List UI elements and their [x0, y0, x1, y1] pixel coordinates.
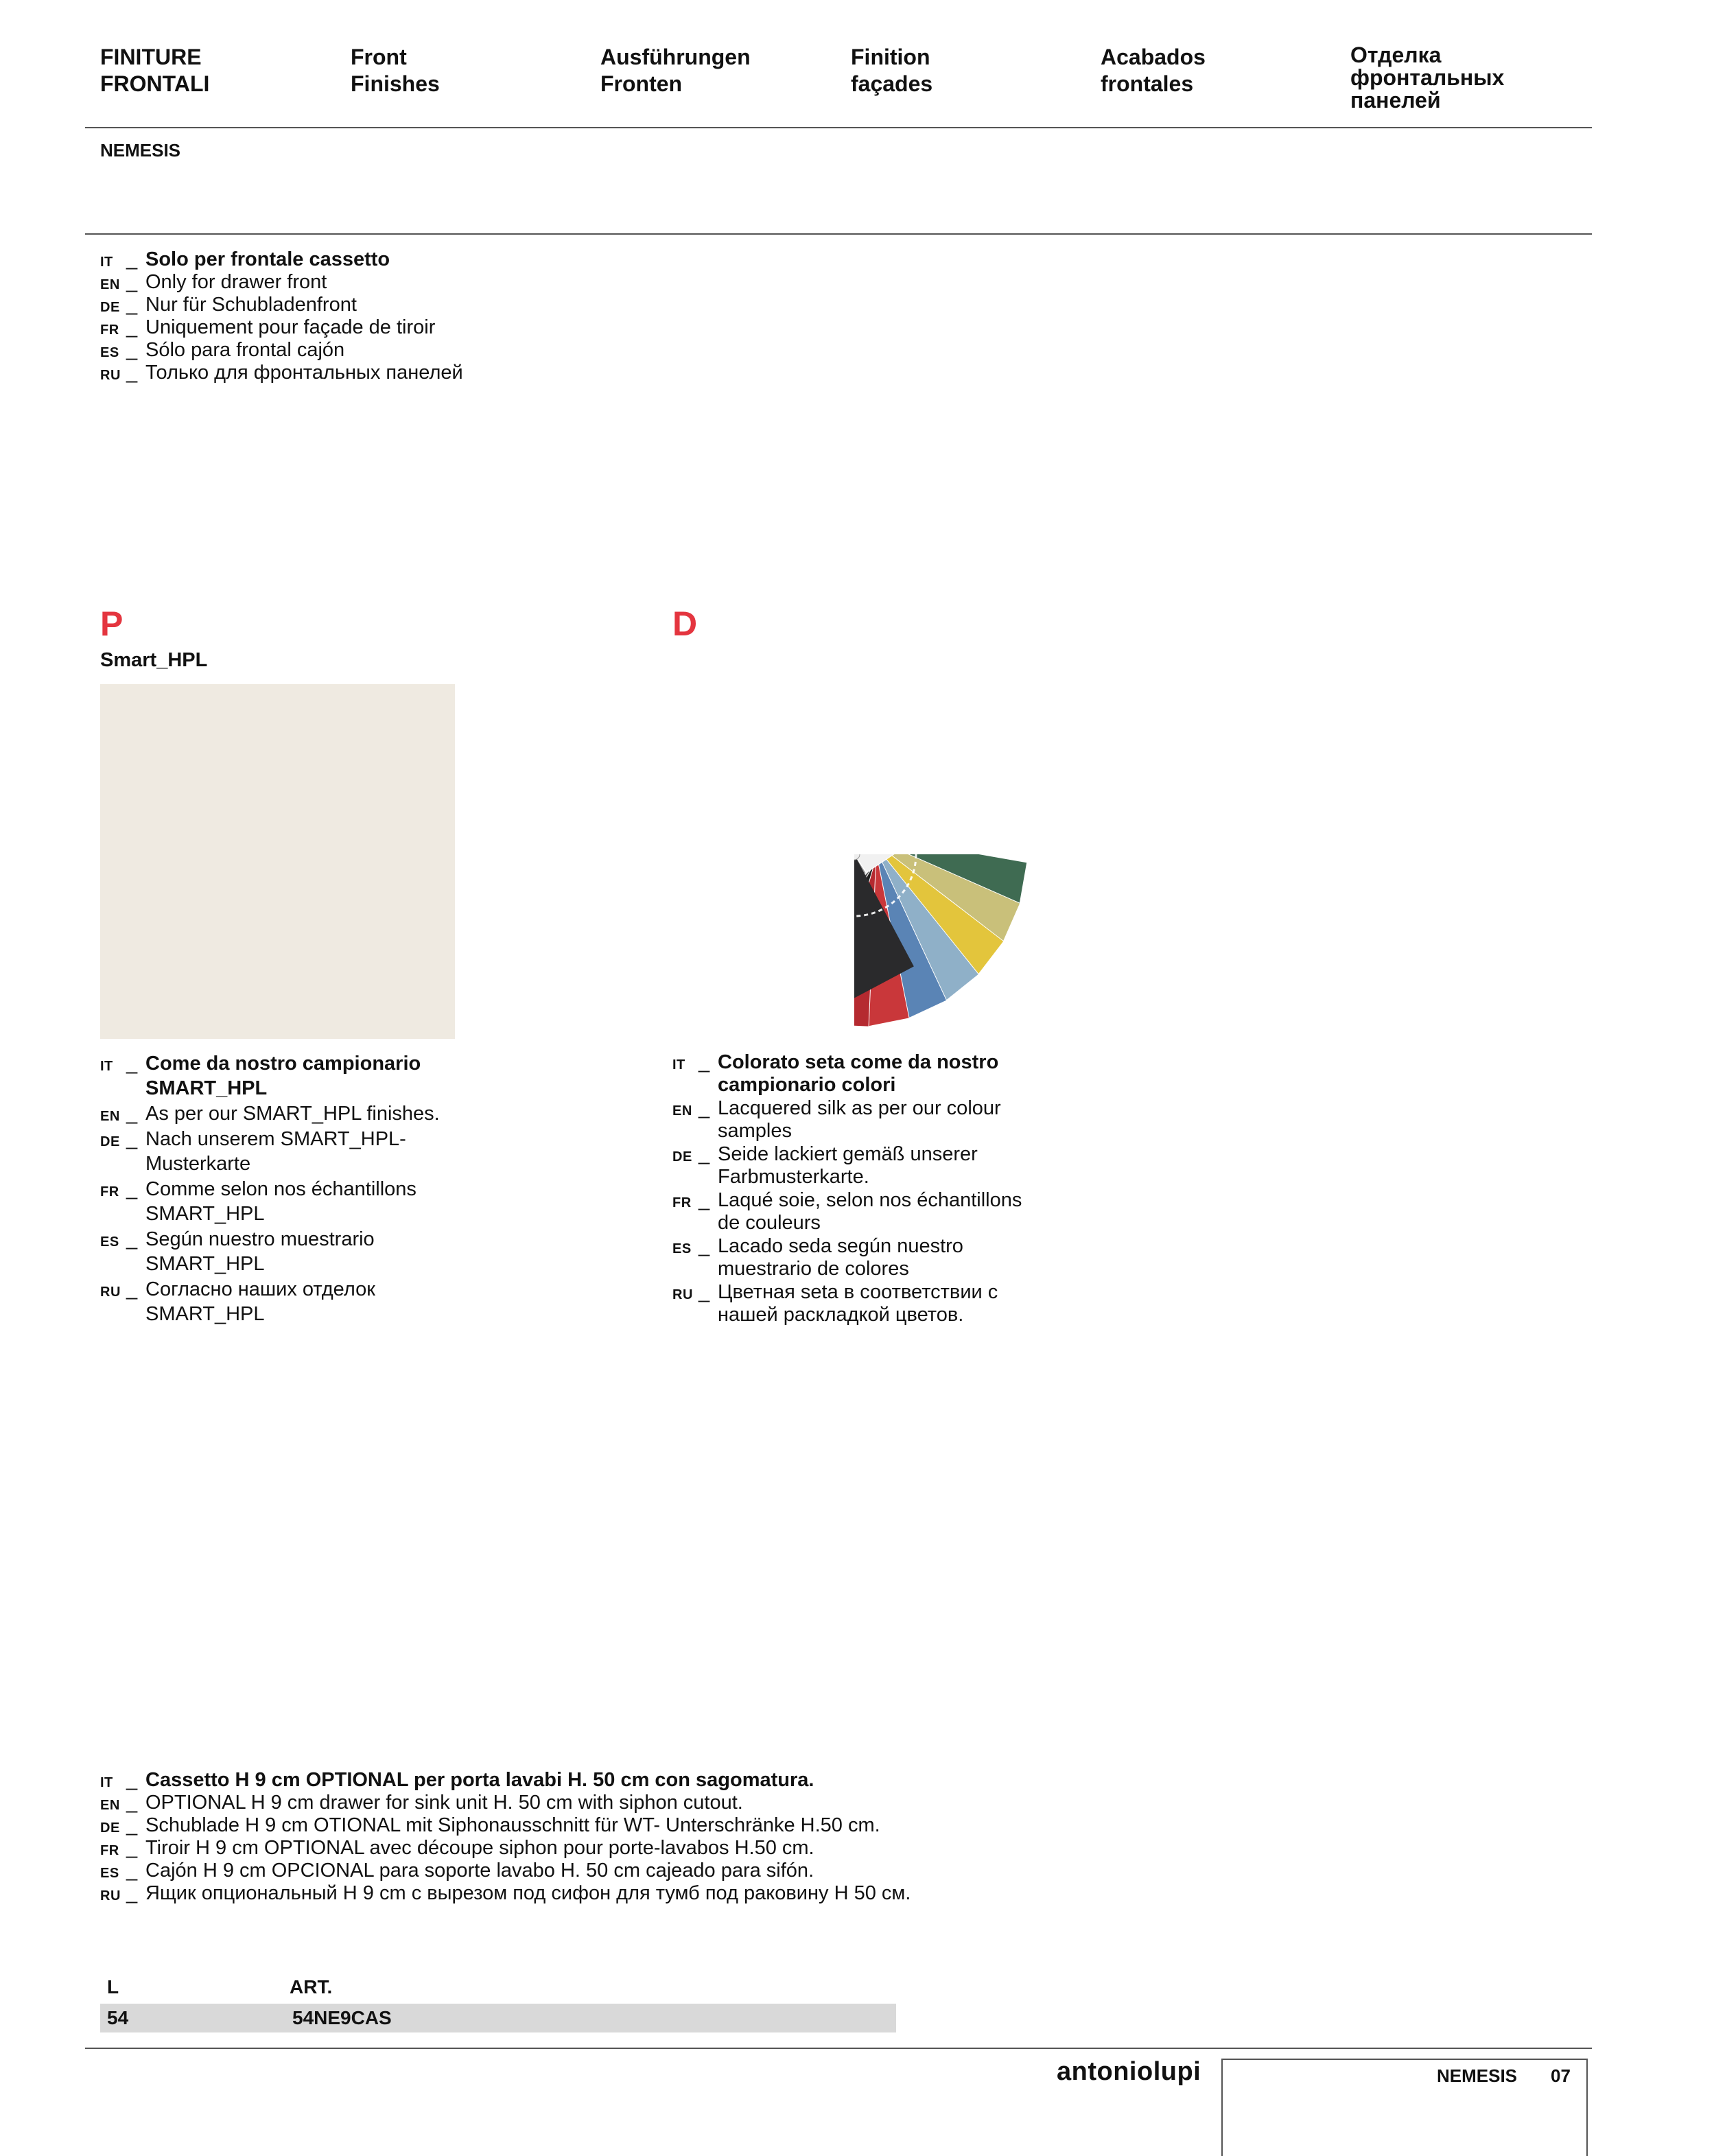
fan-card	[727, 709, 871, 869]
fan-card	[681, 832, 856, 891]
footer-box	[1221, 2059, 1588, 2156]
lang-row-de: DE _ Nur für Schubladenfront	[100, 294, 357, 316]
fan-card	[832, 682, 880, 854]
finish-swatch-smart-hpl	[100, 684, 455, 1039]
lang-row-es: ES _ Según nuestro muestrario SMART_HPL	[100, 1228, 375, 1275]
fan-card	[833, 683, 920, 860]
finish-letter-d: D	[672, 605, 698, 643]
fan-card	[685, 834, 861, 930]
section-title: NEMESIS	[100, 140, 181, 161]
fan-card	[759, 691, 874, 865]
finish-d-description	[672, 1051, 1022, 1327]
lang-row-de: DE _ Schublade H 9 cm OTIONAL mit Siphonausschnitt für WT- Unterschränke H.50 cm.	[100, 1814, 880, 1836]
table-header-l: L	[107, 1976, 119, 1997]
lang-row-fr: FR _ Comme selon nos échantillons SMART_HPL	[100, 1178, 416, 1225]
lang-row-it: IT _ Colorato seta come da nostro campionario colori	[672, 1051, 999, 1096]
section-divider	[85, 233, 1592, 235]
lang-row-en: EN _ Lacquered silk as per our colour samples	[672, 1097, 1001, 1142]
fan-card	[688, 769, 862, 875]
lang-row-fr: FR _ Uniquement pour façade de tiroir	[100, 316, 436, 338]
header-col-ru: Отделка фронтальных панелей	[1350, 43, 1505, 113]
note-drawer-front	[100, 248, 463, 384]
fan-card	[838, 713, 986, 869]
fan-card	[703, 735, 867, 871]
lang-row-es: ES _ Sólo para frontal cajón	[100, 339, 345, 361]
finish-letter-p: P	[100, 605, 124, 643]
finish-name: Smart_HPL	[100, 649, 208, 671]
lang-row-ru: RU _ Согласно наших отделок SMART_HPL	[100, 1278, 375, 1325]
table-header-art: ART.	[290, 1976, 333, 1997]
fan-card	[796, 682, 876, 859]
fan-card	[720, 839, 870, 994]
header-col-fr: Finition façades	[851, 45, 933, 96]
brand-logo: antoniolupi	[1057, 2057, 1201, 2086]
lang-row-it: IT _ Solo per frontale cassetto	[100, 248, 390, 270]
lang-row-es: ES _ Cajón H 9 cm OPCIONAL para soporte lavabo H. 50 cm cajeado para sifón.	[100, 1860, 814, 1882]
lang-row-de: DE _ Nach unserem SMART_HPL- Musterkarte	[100, 1128, 406, 1175]
lang-row-it: IT _ Come da nostro campionario SMART_HPL	[100, 1053, 421, 1099]
header-col-es: Acabados frontales	[1101, 45, 1206, 96]
header-col-en: Front Finishes	[351, 45, 440, 96]
lang-row-en: EN _ OPTIONAL H 9 cm drawer for sink unit H. 50 cm with siphon cutout.	[100, 1792, 743, 1814]
note-drawer-optional	[100, 1769, 911, 1905]
lang-row-en: EN _ Only for drawer front	[100, 271, 327, 293]
lang-row-fr: FR _ Tiroir H 9 cm OPTIONAL avec découpe siphon pour porte-lavabos H.50 cm.	[100, 1837, 814, 1859]
lang-row-ru: RU _ Ящик опциональный H 9 cm с вырезом под сифон для тумб под раковину H 50 см.	[100, 1882, 911, 1904]
table-cell-l: 54	[107, 2007, 129, 2028]
header-col-de: Ausführungen Fronten	[600, 45, 751, 96]
header-col-it: FINITURE FRONTALI	[100, 45, 210, 96]
footer-divider	[85, 2048, 1592, 2049]
fan-card	[835, 693, 956, 865]
lang-row-it: IT _ Cassetto H 9 cm OPTIONAL per porta lavabi H. 50 cm con sagomatura.	[100, 1769, 814, 1791]
header-divider	[85, 127, 1592, 128]
lang-row-ru: RU _ Только для фронтальных панелей	[100, 362, 463, 384]
lang-row-fr: FR _ Laqué soie, selon nos échantillons de couleurs	[672, 1189, 1022, 1234]
table-row	[100, 2004, 896, 2032]
lang-row-de: DE _ Seide lackiert gemäß unserer Farbmusterkarte.	[672, 1143, 978, 1188]
lang-row-en: EN _ As per our SMART_HPL finishes.	[100, 1103, 440, 1125]
fan-card	[681, 806, 858, 876]
table-header	[100, 1976, 896, 2004]
footer-section: NEMESIS	[1437, 2065, 1518, 2086]
lang-row-es: ES _ Lacado seda según nuestro muestrario de colores	[672, 1235, 963, 1280]
fan-card	[698, 836, 866, 965]
page-number: 07	[1551, 2065, 1571, 2086]
finish-p-description	[100, 1051, 440, 1327]
colour-fan-image	[669, 679, 1040, 1043]
fan-card	[842, 741, 1009, 873]
table-cell-art: 54NE9CAS	[292, 2007, 392, 2028]
lang-row-ru: RU _ Цветная seta в соответствии с нашей раскладкой цветов.	[672, 1281, 998, 1326]
